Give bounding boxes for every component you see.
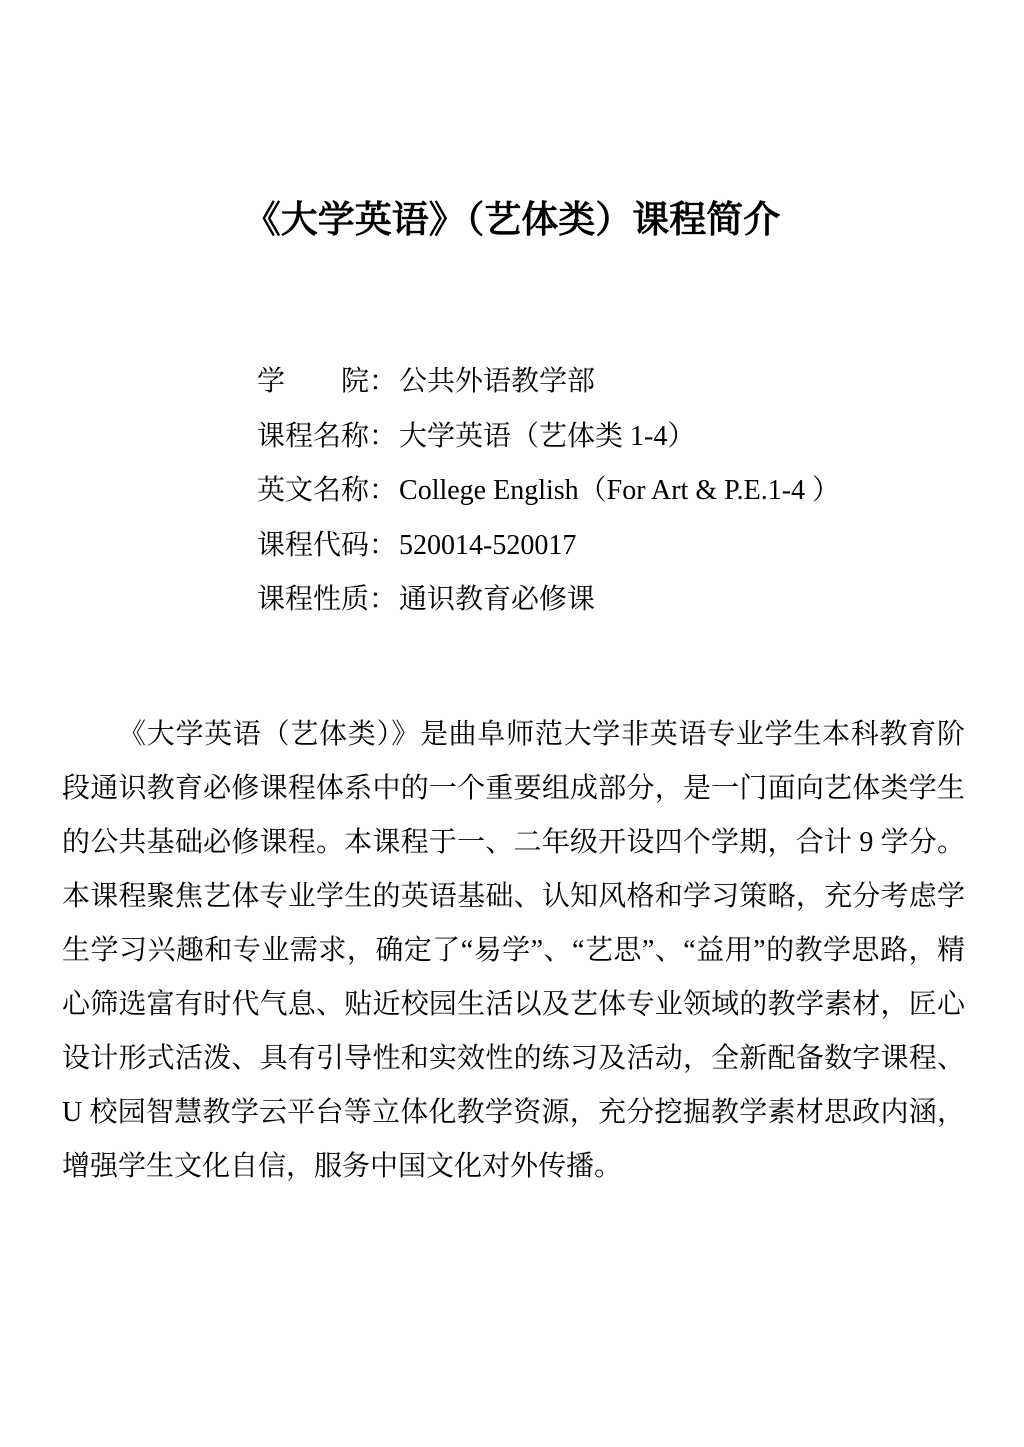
info-colon: ：: [369, 366, 398, 397]
info-colon: ：: [369, 475, 398, 506]
info-row-course-name: [257, 410, 840, 465]
info-label: 学院: [257, 366, 369, 397]
info-value: College English（For Art & P.E.1-4 ）: [399, 475, 841, 506]
course-info-block: [257, 355, 840, 628]
course-description-paragraph: 《大学英语（艺体类）》是曲阜师范大学非英语专业学生本科教育阶段通识教育必修课程体系中的一个重要组成部分，是一门面向艺体类学生的公共基础必修课程。本课程于一、二年级开设四个学期，合计 9 学分。本课程聚焦艺体专业学生的英语基础、认知风格和学习策略，充分考虑学生学习兴趣和专业需求，确定了“易学”、“艺思”、“益用”的教学思路，精心筛选富有时代气息、贴近校园生活以及艺体专业领域的教学素材，匠心设计形式活泼、具有引导性和实效性的练习及活动，全新配备数字课程、U 校园智慧教学云平台等立体化教学资源，充分挖掘教学素材思政内涵，增强学生文化自信，服务中国文化对外传播。: [62, 719, 965, 1182]
info-label: 英文名称: [257, 475, 370, 506]
info-value: 通识教育必修课: [399, 584, 596, 615]
info-value: 520014-520017: [399, 529, 577, 561]
info-row-english-name: [257, 464, 840, 519]
info-row-course-code: [257, 519, 840, 574]
info-label: 课程名称: [257, 420, 370, 452]
info-row-course-type: [257, 573, 840, 628]
document-title: 《大学英语》（艺体类）课程简介: [243, 199, 781, 240]
info-label: 课程代码: [257, 529, 370, 561]
info-value: 大学英语（艺体类 1-4）: [399, 420, 696, 452]
info-label: 课程性质: [257, 584, 370, 615]
info-colon: ：: [369, 420, 398, 452]
info-colon: ：: [369, 584, 398, 615]
info-row-college: [257, 355, 840, 410]
info-colon: ：: [369, 529, 398, 561]
info-value: 公共外语教学部: [399, 366, 596, 397]
